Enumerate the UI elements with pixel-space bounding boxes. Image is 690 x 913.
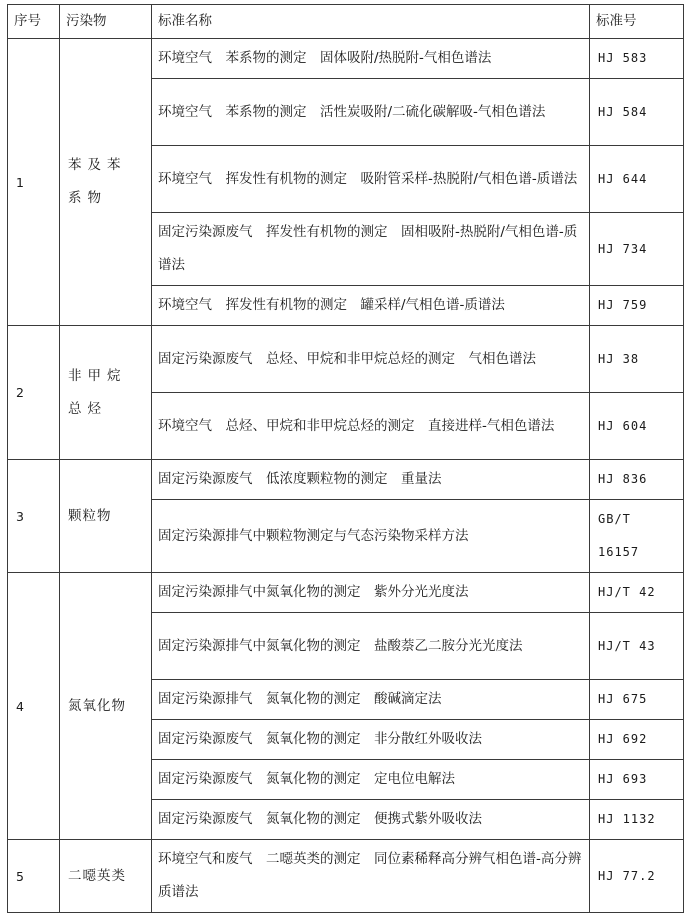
- standard-number: HJ 38: [590, 326, 684, 393]
- standard-number: HJ 583: [590, 39, 684, 79]
- standard-number: HJ 675: [590, 680, 684, 720]
- standard-name: 固定污染源废气 挥发性有机物的测定 固相吸附-热脱附/气相色谱-质谱法: [152, 213, 590, 286]
- standard-number: GB/T 16157: [590, 500, 684, 573]
- table-row: [8, 326, 684, 393]
- header-name: 标准名称: [152, 5, 590, 39]
- standard-number: HJ 644: [590, 146, 684, 213]
- row-pollutant: 苯及苯系物: [60, 39, 152, 326]
- standard-name: 固定污染源排气 氮氧化物的测定 酸碱滴定法: [152, 680, 590, 720]
- header-no: 序号: [8, 5, 60, 39]
- standard-name: 环境空气 总烃、甲烷和非甲烷总烃的测定 直接进样-气相色谱法: [152, 393, 590, 460]
- table-row: [8, 460, 684, 500]
- standard-number: HJ/T 42: [590, 573, 684, 613]
- standard-name: 固定污染源废气 氮氧化物的测定 便携式紫外吸收法: [152, 800, 590, 840]
- standard-number: HJ 693: [590, 760, 684, 800]
- header-pollutant: 污染物: [60, 5, 152, 39]
- standard-name: 固定污染源废气 总烃、甲烷和非甲烷总烃的测定 气相色谱法: [152, 326, 590, 393]
- standards-table: [7, 4, 684, 913]
- row-pollutant: 颗粒物: [60, 460, 152, 573]
- standard-name: 环境空气 苯系物的测定 固体吸附/热脱附-气相色谱法: [152, 39, 590, 79]
- table-row: [8, 840, 684, 913]
- standard-name: 固定污染源排气中氮氧化物的测定 盐酸萘乙二胺分光光度法: [152, 613, 590, 680]
- row-pollutant: 氮氧化物: [60, 573, 152, 840]
- standard-number: HJ 77.2: [590, 840, 684, 913]
- standard-number: HJ 692: [590, 720, 684, 760]
- standard-number: HJ 759: [590, 286, 684, 326]
- standard-name: 环境空气 挥发性有机物的测定 吸附管采样-热脱附/气相色谱-质谱法: [152, 146, 590, 213]
- row-no: 4: [8, 573, 60, 840]
- standard-name: 固定污染源废气 氮氧化物的测定 非分散红外吸收法: [152, 720, 590, 760]
- row-no: 1: [8, 39, 60, 326]
- row-no: 5: [8, 840, 60, 913]
- row-pollutant: 非甲烷总烃: [60, 326, 152, 460]
- standard-number: HJ 836: [590, 460, 684, 500]
- standard-name: 环境空气 挥发性有机物的测定 罐采样/气相色谱-质谱法: [152, 286, 590, 326]
- standard-name: 环境空气和废气 二噁英类的测定 同位素稀释高分辨气相色谱-高分辨质谱法: [152, 840, 590, 913]
- table-header-row: [8, 5, 684, 39]
- row-no: 2: [8, 326, 60, 460]
- standards-document: [7, 4, 683, 913]
- standard-number: HJ/T 43: [590, 613, 684, 680]
- standard-name: 固定污染源排气中氮氧化物的测定 紫外分光光度法: [152, 573, 590, 613]
- standard-name: 固定污染源废气 低浓度颗粒物的测定 重量法: [152, 460, 590, 500]
- header-std: 标准号: [590, 5, 684, 39]
- standard-name: 固定污染源废气 氮氧化物的测定 定电位电解法: [152, 760, 590, 800]
- standard-number: HJ 604: [590, 393, 684, 460]
- standard-number: HJ 1132: [590, 800, 684, 840]
- row-no: 3: [8, 460, 60, 573]
- table-row: [8, 39, 684, 79]
- table-row: [8, 573, 684, 613]
- row-pollutant: 二噁英类: [60, 840, 152, 913]
- standard-number: HJ 584: [590, 79, 684, 146]
- standard-name: 固定污染源排气中颗粒物测定与气态污染物采样方法: [152, 500, 590, 573]
- standard-number: HJ 734: [590, 213, 684, 286]
- standard-name: 环境空气 苯系物的测定 活性炭吸附/二硫化碳解吸-气相色谱法: [152, 79, 590, 146]
